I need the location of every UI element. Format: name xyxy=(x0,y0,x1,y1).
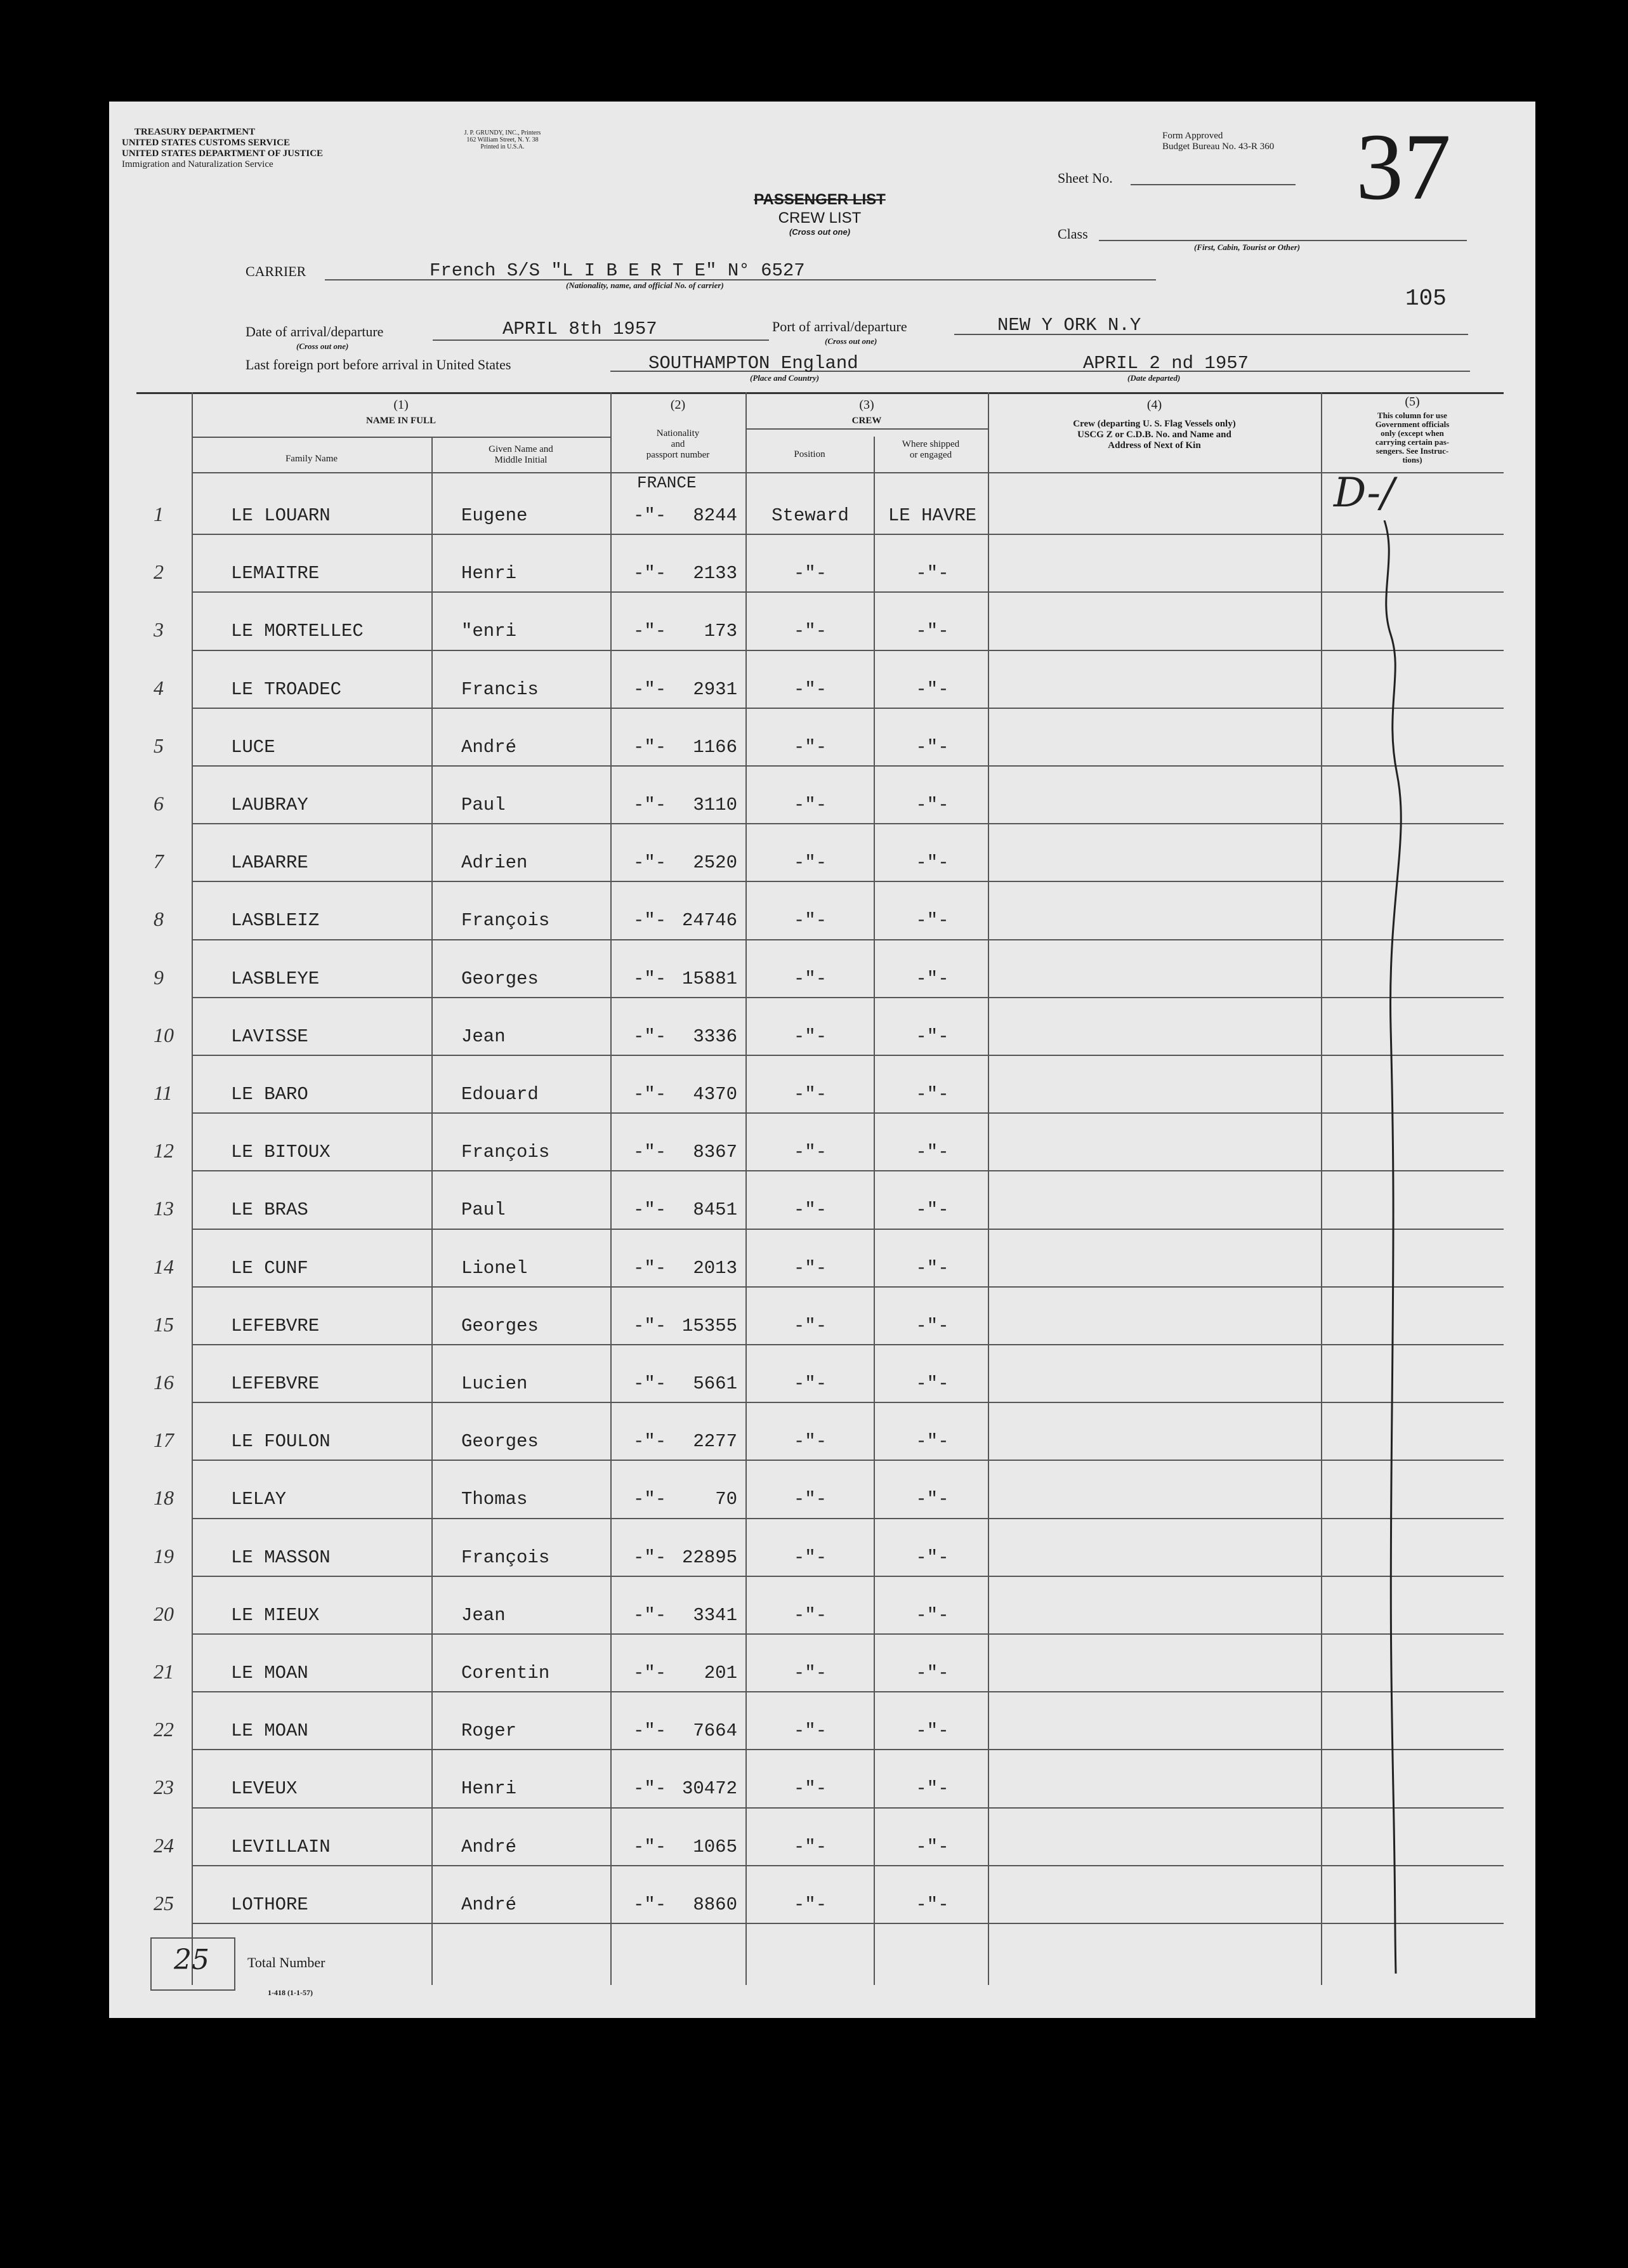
line-number: 20 xyxy=(154,1602,174,1625)
where-shipped: -"- xyxy=(916,1142,949,1163)
nationality-ditto: -"- xyxy=(633,736,667,758)
col1-number: (1) xyxy=(393,398,409,412)
where-shipped: -"- xyxy=(916,968,949,989)
position: -"- xyxy=(793,1894,827,1915)
carrier-label: CARRIER xyxy=(246,263,306,279)
col5-number: (5) xyxy=(1405,395,1420,409)
family-name: LE BARO xyxy=(231,1084,308,1105)
nationality-ditto: -"- xyxy=(633,1489,667,1510)
position: -"- xyxy=(793,1663,827,1684)
position: -"- xyxy=(793,794,827,815)
position: -"- xyxy=(793,1431,827,1453)
row-rule xyxy=(192,1229,1504,1230)
where-shipped: -"- xyxy=(916,1663,949,1684)
col4-number: (4) xyxy=(1146,398,1162,412)
date-label: Date of arrival/departure xyxy=(246,324,384,340)
line-number: 11 xyxy=(154,1081,173,1104)
position: Steward xyxy=(771,505,849,526)
passenger-list-title: PASSENGER LIST xyxy=(754,191,886,208)
given-name: François xyxy=(461,1142,550,1163)
nat-header-line: and xyxy=(671,439,685,449)
page-number: 105 xyxy=(1405,286,1447,312)
nationality-ditto: -"- xyxy=(633,794,667,815)
header-sub-rule xyxy=(745,428,988,430)
budget-bureau-line: Budget Bureau No. 43-R 360 xyxy=(1162,142,1275,152)
position: -"- xyxy=(793,852,827,874)
printer-line: J. P. GRUNDY, INC., Printers xyxy=(464,129,541,136)
given-name: François xyxy=(461,1546,550,1568)
given-name: Paul xyxy=(461,1199,506,1221)
given-name: Georges xyxy=(461,1431,539,1453)
printer-block xyxy=(439,129,566,150)
line-number: 9 xyxy=(154,965,164,989)
col5-handwritten-mark: D-/ xyxy=(1334,470,1395,517)
passport-number: 2133 xyxy=(693,563,737,584)
given-name: André xyxy=(461,1894,517,1915)
header-bottom-rule xyxy=(192,472,1504,473)
line-number: 8 xyxy=(154,907,164,931)
printer-line: 162 William Street, N. Y. 38 xyxy=(466,136,539,143)
sheet-no-label: Sheet No. xyxy=(1058,170,1113,186)
given-name: Francis xyxy=(461,678,539,700)
col-line xyxy=(192,392,193,1985)
form-approved-line: Form Approved xyxy=(1162,131,1223,141)
position: -"- xyxy=(793,1199,827,1221)
line-number: 7 xyxy=(154,850,164,873)
form-paper xyxy=(109,102,1535,2018)
given-name: Corentin xyxy=(461,1663,550,1684)
passport-number: 15355 xyxy=(681,1315,737,1336)
family-name: LUCE xyxy=(231,736,275,758)
family-name: LEVEUX xyxy=(231,1778,298,1800)
nationality-ditto: -"- xyxy=(633,1663,667,1684)
col4-title-line: USCG Z or C.D.B. No. and Name and xyxy=(1077,430,1231,440)
nationality-ditto: -"- xyxy=(633,1084,667,1105)
departed-value: APRIL 2 nd 1957 xyxy=(1083,353,1249,374)
passport-number: 3110 xyxy=(693,794,737,815)
nationality-ditto: -"- xyxy=(633,505,667,526)
nationality-ditto: -"- xyxy=(633,621,667,642)
total-label: Total Number xyxy=(247,1955,325,1970)
nat-header-line: passport number xyxy=(646,450,710,460)
family-name: LE BRAS xyxy=(231,1199,308,1221)
port-label: Port of arrival/departure xyxy=(772,319,907,334)
position: -"- xyxy=(793,1720,827,1742)
given-name: Adrien xyxy=(461,852,528,874)
family-name: LE MOAN xyxy=(231,1663,308,1684)
passport-number: 2013 xyxy=(693,1257,737,1279)
col5-title-line: This column for use xyxy=(1377,411,1447,420)
row-rule xyxy=(192,708,1504,709)
agency-line: UNITED STATES CUSTOMS SERVICE xyxy=(122,138,290,148)
position: -"- xyxy=(793,910,827,932)
passport-number: 8860 xyxy=(693,1894,737,1915)
family-name: LAVISSE xyxy=(231,1025,308,1047)
where-header-line: Where shipped xyxy=(902,439,960,449)
col5-handwritten-line xyxy=(1372,520,1410,1980)
given-name: André xyxy=(461,1836,517,1857)
family-name: LE BITOUX xyxy=(231,1142,331,1163)
table-top-rule xyxy=(136,392,1504,394)
position: -"- xyxy=(793,1546,827,1568)
agency-block xyxy=(122,127,324,170)
where-shipped: LE HAVRE xyxy=(888,505,977,526)
nationality-ditto: -"- xyxy=(633,1720,667,1742)
crew-list-title: CREW LIST xyxy=(778,209,862,227)
row-rule xyxy=(192,1402,1504,1403)
col5-title xyxy=(1321,411,1504,465)
row-rule xyxy=(192,1170,1504,1171)
col1-family-header: Family Name xyxy=(285,454,338,464)
where-shipped: -"- xyxy=(916,1025,949,1047)
nationality-ditto: -"- xyxy=(633,1604,667,1626)
where-shipped: -"- xyxy=(916,1836,949,1857)
row-rule xyxy=(192,1576,1504,1577)
nat-header-line: Nationality xyxy=(656,428,700,438)
given-name: Lucien xyxy=(461,1373,528,1394)
row-rule xyxy=(192,823,1504,824)
nationality-ditto: -"- xyxy=(633,1373,667,1394)
class-label: Class xyxy=(1058,226,1088,242)
family-name: LE MOAN xyxy=(231,1720,308,1742)
given-name: Roger xyxy=(461,1720,517,1742)
family-name: LE LOUARN xyxy=(231,505,331,526)
col5-title-line: Government officials xyxy=(1375,419,1450,429)
position: -"- xyxy=(793,1084,827,1105)
total-value: 25 xyxy=(174,1944,209,1976)
col-line xyxy=(745,392,747,1985)
family-name: LEFEBVRE xyxy=(231,1315,320,1336)
nationality-ditto: -"- xyxy=(633,1315,667,1336)
row-rule xyxy=(192,1112,1504,1114)
given-name: François xyxy=(461,910,550,932)
col5-title-line: only (except when xyxy=(1381,428,1444,438)
where-shipped: -"- xyxy=(916,1257,949,1279)
nationality-ditto: -"- xyxy=(633,1257,667,1279)
passport-number: 3341 xyxy=(693,1604,737,1626)
given-name: Jean xyxy=(461,1025,506,1047)
line-number: 23 xyxy=(154,1776,174,1799)
line-number: 4 xyxy=(154,676,164,699)
where-shipped: -"- xyxy=(916,621,949,642)
passport-number: 8244 xyxy=(693,505,737,526)
passport-number: 1166 xyxy=(693,736,737,758)
port-hint: (Cross out one) xyxy=(825,336,877,346)
sheet-no-value: 37 xyxy=(1356,114,1451,220)
given-name: Georges xyxy=(461,1315,539,1336)
where-header-line: or engaged xyxy=(909,450,952,460)
family-name: LASBLEIZ xyxy=(231,910,320,932)
family-name: LELAY xyxy=(231,1489,287,1510)
passport-number: 24746 xyxy=(681,910,737,932)
row-rule xyxy=(192,1055,1504,1056)
position: -"- xyxy=(793,1142,827,1163)
position: -"- xyxy=(793,1489,827,1510)
date-hint: (Cross out one) xyxy=(296,341,349,351)
last-port-label: Last foreign port before arrival in United States xyxy=(246,357,511,373)
where-shipped: -"- xyxy=(916,1431,949,1453)
date-underline xyxy=(433,340,769,341)
given-name: Thomas xyxy=(461,1489,528,1510)
line-number: 12 xyxy=(154,1139,174,1163)
line-number: 18 xyxy=(154,1486,174,1510)
given-name: "enri xyxy=(461,621,517,642)
family-name: LE FOULON xyxy=(231,1431,331,1453)
line-number: 1 xyxy=(154,503,164,525)
row-rule xyxy=(192,881,1504,882)
passport-number: 1065 xyxy=(693,1836,737,1857)
position: -"- xyxy=(793,1778,827,1800)
passport-number: 3336 xyxy=(693,1025,737,1047)
given-name: Eugene xyxy=(461,505,528,526)
family-name: LASBLEYE xyxy=(231,968,320,989)
family-name: LE MASSON xyxy=(231,1546,331,1568)
nationality-ditto: -"- xyxy=(633,1836,667,1857)
position: -"- xyxy=(793,1604,827,1626)
where-shipped: -"- xyxy=(916,1199,949,1221)
where-shipped: -"- xyxy=(916,1489,949,1510)
where-shipped: -"- xyxy=(916,1373,949,1394)
family-name: LEFEBVRE xyxy=(231,1373,320,1394)
nationality-ditto: -"- xyxy=(633,1025,667,1047)
line-number: 25 xyxy=(154,1891,174,1915)
list-title-hint: (Cross out one) xyxy=(789,227,851,237)
passport-number: 173 xyxy=(704,621,737,642)
where-shipped: -"- xyxy=(916,1894,949,1915)
family-name: LEMAITRE xyxy=(231,563,320,584)
header-sub-rule xyxy=(192,437,610,438)
col3-number: (3) xyxy=(859,398,874,412)
class-underline xyxy=(1099,240,1467,241)
where-shipped: -"- xyxy=(916,1778,949,1800)
position: -"- xyxy=(793,736,827,758)
given-name: Edouard xyxy=(461,1084,539,1105)
line-number: 6 xyxy=(154,792,164,815)
sheet-no-underline xyxy=(1131,184,1296,185)
row-rule xyxy=(192,650,1504,651)
departed-hint: (Date departed) xyxy=(1127,373,1181,383)
passport-number: 30472 xyxy=(681,1778,737,1800)
col1-title: NAME IN FULL xyxy=(365,416,436,426)
line-number: 17 xyxy=(154,1428,174,1452)
line-number: 22 xyxy=(154,1718,174,1741)
given-header-line: Given Name and xyxy=(489,444,553,454)
row-rule xyxy=(192,939,1504,940)
position: -"- xyxy=(793,678,827,700)
row-rule xyxy=(192,1286,1504,1288)
row-rule xyxy=(192,1460,1504,1461)
col-line xyxy=(988,392,989,1985)
where-shipped: -"- xyxy=(916,910,949,932)
row-rule xyxy=(192,1691,1504,1692)
nationality-ditto: -"- xyxy=(633,1199,667,1221)
line-number: 13 xyxy=(154,1197,174,1220)
given-name: Paul xyxy=(461,794,506,815)
where-shipped: -"- xyxy=(916,678,949,700)
nationality-ditto: -"- xyxy=(633,678,667,700)
nationality-ditto: -"- xyxy=(633,563,667,584)
given-name: Henri xyxy=(461,1778,517,1800)
position: -"- xyxy=(793,1315,827,1336)
nationality-ditto: -"- xyxy=(633,1142,667,1163)
family-name: LEVILLAIN xyxy=(231,1836,331,1857)
position: -"- xyxy=(793,1025,827,1047)
nationality-ditto: -"- xyxy=(633,968,667,989)
row-rule xyxy=(192,1518,1504,1519)
row-rule xyxy=(192,1865,1504,1866)
family-name: LE TROADEC xyxy=(231,678,342,700)
col-line xyxy=(610,392,612,1985)
col-line xyxy=(431,437,433,1985)
nationality-ditto: -"- xyxy=(633,1778,667,1800)
col3-title: CREW xyxy=(851,416,882,426)
line-number: 2 xyxy=(154,560,164,584)
where-shipped: -"- xyxy=(916,852,949,874)
nationality-ditto: -"- xyxy=(633,1546,667,1568)
passport-number: 5661 xyxy=(693,1373,737,1394)
row-rule xyxy=(192,1344,1504,1345)
passport-number: 70 xyxy=(715,1489,737,1510)
passport-number: 8451 xyxy=(693,1199,737,1221)
given-name: Jean xyxy=(461,1604,506,1626)
passport-number: 4370 xyxy=(693,1084,737,1105)
line-number: 14 xyxy=(154,1255,174,1278)
carrier-hint: (Nationality, name, and official No. of carrier) xyxy=(566,280,724,290)
where-shipped: -"- xyxy=(916,736,949,758)
row-rule xyxy=(192,534,1504,535)
row-rule xyxy=(192,997,1504,998)
agency-line: Immigration and Naturalization Service xyxy=(122,159,273,169)
nationality-ditto: -"- xyxy=(633,1431,667,1453)
position: -"- xyxy=(793,1836,827,1857)
given-name: Georges xyxy=(461,968,539,989)
agency-line: TREASURY DEPARTMENT xyxy=(134,127,256,137)
where-shipped: -"- xyxy=(916,1084,949,1105)
line-number: 3 xyxy=(154,618,164,642)
col4-title-line: Crew (departing U. S. Flag Vessels only) xyxy=(1073,419,1236,429)
col3-position-header: Position xyxy=(794,449,825,459)
family-name: LAUBRAY xyxy=(231,794,308,815)
list-title xyxy=(737,190,902,237)
nationality-ditto: -"- xyxy=(633,852,667,874)
where-shipped: -"- xyxy=(916,1720,949,1742)
given-name: Lionel xyxy=(461,1257,528,1279)
passport-number: 201 xyxy=(704,1663,737,1684)
class-hint: (First, Cabin, Tourist or Other) xyxy=(1194,242,1301,252)
position: -"- xyxy=(793,621,827,642)
nationality-ditto: -"- xyxy=(633,1894,667,1915)
col-line xyxy=(1321,392,1322,1985)
nationality-france: FRANCE xyxy=(637,473,697,492)
family-name: LE MIEUX xyxy=(231,1604,320,1626)
col-line xyxy=(874,437,875,1985)
given-header-line: Middle Initial xyxy=(494,455,548,465)
line-number: 5 xyxy=(154,734,164,757)
where-shipped: -"- xyxy=(916,1315,949,1336)
col4-title xyxy=(988,419,1321,451)
row-rule xyxy=(192,765,1504,767)
line-number: 19 xyxy=(154,1544,174,1567)
where-shipped: -"- xyxy=(916,794,949,815)
col2-number: (2) xyxy=(670,398,686,412)
passport-number: 2931 xyxy=(693,678,737,700)
family-name: LOTHORE xyxy=(231,1894,308,1915)
given-name: André xyxy=(461,736,517,758)
passport-number: 15881 xyxy=(681,968,737,989)
port-value: NEW Y ORK N.Y xyxy=(997,315,1141,336)
line-number: 10 xyxy=(154,1023,174,1046)
where-shipped: -"- xyxy=(916,1604,949,1626)
form-approved xyxy=(1162,131,1289,152)
last-port-hint: (Place and Country) xyxy=(750,373,820,383)
line-number: 21 xyxy=(154,1660,174,1683)
col5-title-line: tions) xyxy=(1402,455,1422,465)
printer-line: Printed in U.S.A. xyxy=(480,143,525,150)
nationality-ditto: -"- xyxy=(633,910,667,932)
line-number: 24 xyxy=(154,1833,174,1857)
form-code: 1-418 (1-1-57) xyxy=(268,1988,313,1997)
carrier-value: French S/S "L I B E R T E" N° 6527 xyxy=(430,260,805,281)
col2-title xyxy=(610,428,745,461)
family-name: LABARRE xyxy=(231,852,308,874)
col1-given-header xyxy=(431,444,610,466)
position: -"- xyxy=(793,968,827,989)
position: -"- xyxy=(793,563,827,584)
date-value: APRIL 8th 1957 xyxy=(502,319,657,340)
line-number: 15 xyxy=(154,1312,174,1336)
given-name: Henri xyxy=(461,563,517,584)
line-number: 16 xyxy=(154,1371,174,1394)
where-shipped: -"- xyxy=(916,563,949,584)
passport-number: 22895 xyxy=(681,1546,737,1568)
family-name: LE MORTELLEC xyxy=(231,621,364,642)
passport-number: 2277 xyxy=(693,1431,737,1453)
passport-number: 8367 xyxy=(693,1142,737,1163)
where-shipped: -"- xyxy=(916,1546,949,1568)
passport-number: 2520 xyxy=(693,852,737,874)
last-port-value: SOUTHAMPTON England xyxy=(648,353,858,374)
row-rule xyxy=(192,1923,1504,1924)
passport-number: 7664 xyxy=(693,1720,737,1742)
row-rule xyxy=(192,1633,1504,1635)
col5-title-line: carrying certain pas- xyxy=(1375,437,1450,447)
col5-title-line: sengers. See Instruc- xyxy=(1375,446,1449,456)
position: -"- xyxy=(793,1257,827,1279)
row-rule xyxy=(192,591,1504,593)
family-name: LE CUNF xyxy=(231,1257,308,1279)
col3-where-header xyxy=(874,439,988,461)
position: -"- xyxy=(793,1373,827,1394)
row-rule xyxy=(192,1749,1504,1750)
row-rule xyxy=(192,1807,1504,1809)
col4-title-line: Address of Next of Kin xyxy=(1108,440,1201,451)
agency-line: UNITED STATES DEPARTMENT OF JUSTICE xyxy=(122,148,324,159)
